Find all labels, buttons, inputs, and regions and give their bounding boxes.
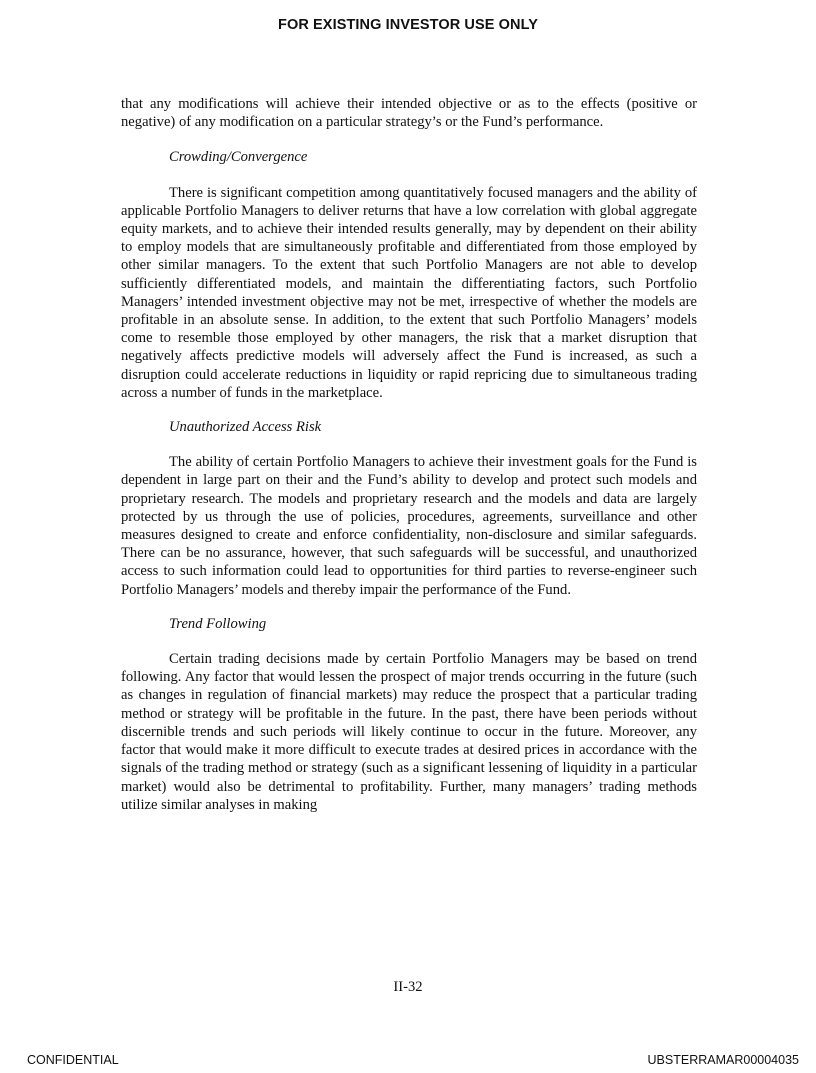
confidential-label: CONFIDENTIAL (27, 1053, 119, 1067)
section-paragraph-crowding: There is significant competition among quantitatively focused managers and the ability of applicable Portfolio Managers to deliver returns that have a low correlation with global aggregate equity markets, and to achieve their intended results generally, may by dependent on their ability to employ models that are simultaneously profitable and differentiated from those employed by other similar managers. To the extent that such Portfolio Managers are not able to develop sufficiently differentiated models, and maintain the differentiating factors, such Portfolio Managers’ intended investment objective may not be met, irrespective of whether the models are profitable in an absolute sense. In addition, to the extent that such Portfolio Managers’ models come to resemble those employed by other managers, the risk that a market disruption that negatively affects predictive models will adversely affect the Fund is increased, as such a disruption could accelerate reductions in liquidity or rapid repricing due to simultaneous trading across a number of funds in the marketplace. (121, 184, 697, 401)
confidentiality-banner: FOR EXISTING INVESTOR USE ONLY (277, 17, 539, 33)
document-body (121, 95, 697, 830)
lead-paragraph: that any modifications will achieve their intended objective or as to the effects (positive or negative) of any modification on a particular strategy’s or the Fund’s performance. (121, 96, 697, 131)
section-paragraph-trend-following: Certain trading decisions made by certain Portfolio Managers may be based on trend following. Any factor that would lessen the prospect of major trends occurring in the future (such as changes in regulation of financial markets) may reduce the prospect that a particular trading method or strategy will be profitable in the future. In the past, there have been periods without discernible trends and such periods will likely continue to occur in the future. Moreover, any factor that would make it more difficult to execute trades at desired prices in accordance with the signals of the trading method or strategy (such as a significant lessening of liquidity in a particular market) would also be detrimental to profitability. Further, many managers’ trading methods utilize similar analyses in making (121, 651, 697, 813)
section-heading-trend-following: Trend Following (169, 615, 267, 632)
bates-number: UBSTERRAMAR00004035 (647, 1053, 799, 1067)
page-number: II-32 (393, 979, 423, 995)
section-heading-unauthorized-access: Unauthorized Access Risk (169, 419, 322, 436)
section-paragraph-unauthorized-access: The ability of certain Portfolio Managers to achieve their investment goals for the Fund is dependent in large part on their and the Fund’s ability to develop and protect such models and proprietary research. The models and proprietary research and the models and data are largely protected by us through the use of policies, procedures, agreements, surveillance and other measures designed to create and enforce confidentiality, non-disclosure and similar safeguards. There can be no assurance, however, that such safeguards will be successful, and unauthorized access to such information could lead to opportunities for third parties to reverse-engineer such Portfolio Managers’ models and thereby impair the performance of the Fund. (121, 454, 697, 598)
section-heading-crowding: Crowding/Convergence (169, 149, 308, 166)
